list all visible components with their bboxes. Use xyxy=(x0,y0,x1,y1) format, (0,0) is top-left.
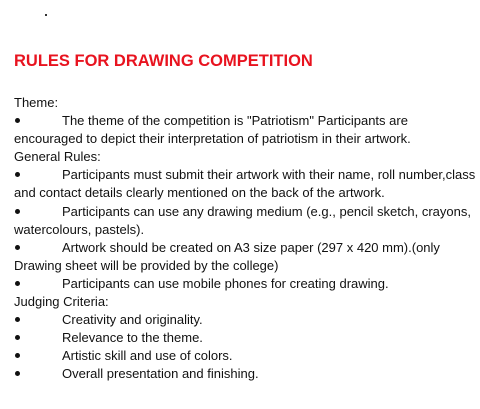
list-item xyxy=(14,166,476,202)
bullet-icon xyxy=(14,365,62,383)
general-rules-list xyxy=(14,166,476,293)
page-title: RULES FOR DRAWING COMPETITION xyxy=(14,52,313,70)
section-theme xyxy=(14,94,476,148)
bullet-icon xyxy=(14,239,62,257)
bullet-icon xyxy=(14,329,62,347)
list-item-text: Artistic skill and use of colors. xyxy=(62,348,233,364)
section-general-rules xyxy=(14,148,476,293)
list-item-text: Artwork should be created on A3 size paper (297 x 420 mm).(only Drawing sheet will be provided by the college) xyxy=(14,239,440,273)
section-heading-general-rules: General Rules: xyxy=(14,149,101,165)
section-judging-criteria xyxy=(14,293,476,383)
list-item xyxy=(14,365,476,383)
list-item xyxy=(14,239,476,275)
judging-criteria-list xyxy=(14,311,476,383)
list-item-text: Relevance to the theme. xyxy=(62,330,203,346)
section-heading-judging-criteria: Judging Criteria: xyxy=(14,294,109,310)
list-item xyxy=(14,275,476,293)
list-item xyxy=(14,329,476,347)
section-heading-theme: Theme: xyxy=(14,95,59,110)
theme-list xyxy=(14,112,476,148)
list-item xyxy=(14,311,476,329)
list-item xyxy=(14,203,476,239)
bullet-icon xyxy=(14,203,62,221)
list-item-text: Participants must submit their artwork with their name, roll number,class and contact details clearly mentioned on the back of the artwork. xyxy=(14,167,476,201)
bullet-icon xyxy=(14,311,62,329)
stray-dot-mark xyxy=(45,14,47,16)
rules-body xyxy=(14,94,476,384)
list-item-text: Creativity and originality. xyxy=(62,312,203,328)
list-item-text: The theme of the competition is "Patriotism" Participants are encouraged to depict their interpretation of patriotism in their artwork. xyxy=(14,113,411,147)
list-item xyxy=(14,112,476,148)
list-item-text: Participants can use any drawing medium (e.g., pencil sketch, crayons, watercolours, pastels). xyxy=(14,203,471,237)
list-item xyxy=(14,347,476,365)
bullet-icon xyxy=(14,275,62,293)
bullet-icon xyxy=(14,166,62,184)
bullet-icon xyxy=(14,112,62,130)
bullet-icon xyxy=(14,347,62,365)
list-item-text: Overall presentation and finishing. xyxy=(62,366,259,382)
list-item-text: Participants can use mobile phones for creating drawing. xyxy=(62,275,389,291)
